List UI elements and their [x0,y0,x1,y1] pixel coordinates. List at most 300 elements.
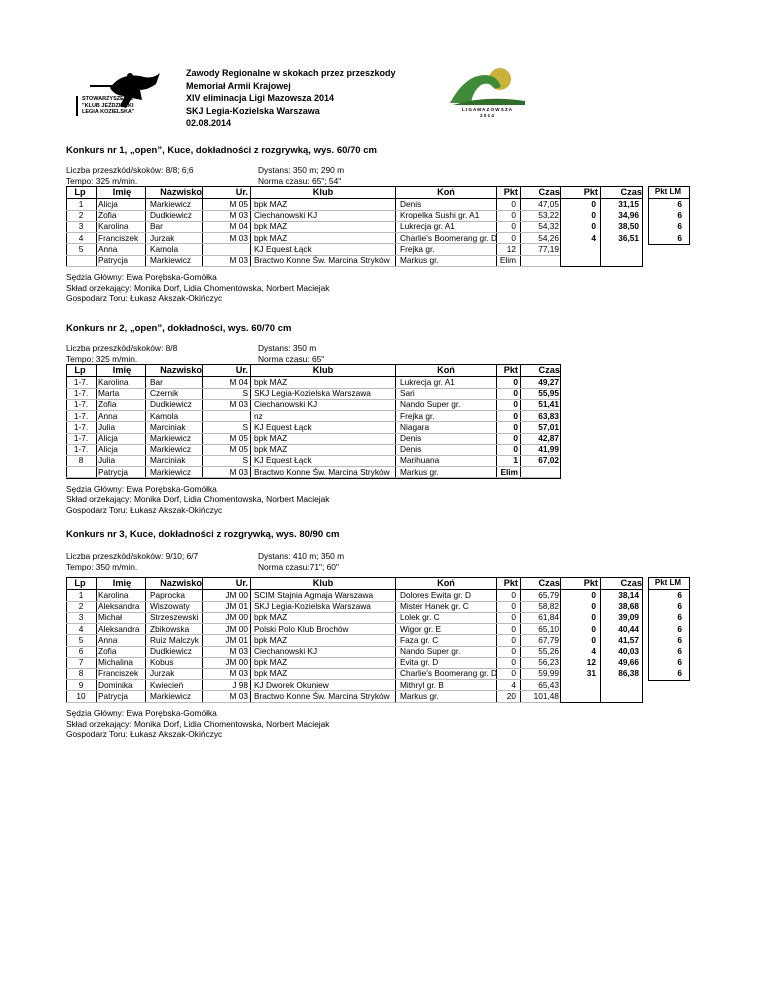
row-jumpoff-penalty: 4 [591,232,596,243]
row-rule [66,444,560,445]
row-jumpoff-penalty: 0 [591,590,596,600]
contest-title: Konkurs nr 2, „open”, dokładności, wys. 60/70 cm [66,323,292,334]
row-club: bpk MAZ [254,668,288,679]
contest-tempo: Tempo: 325 m/min. [66,354,138,364]
row-rule [66,243,560,244]
row-club: SKJ Legia-Kozielska Warszawa [254,601,371,612]
row-birth-year: M 03 [229,668,248,679]
row-horse: Faza gr. C [400,634,439,645]
contest-official: Sędzia Główny: Ewa Porębska-Gomółka [66,483,217,494]
row-club: KJ Equest Łąck [254,455,312,466]
right-logo [445,65,530,125]
row-time: 58,82 [538,601,559,612]
row-horse: Wigor gr. E [400,623,442,634]
row-lp: 8 [78,455,84,466]
table-top-rule [66,186,560,187]
row-birth-year: M 05 [229,433,248,443]
row-first-name: Anna [98,243,118,254]
column-header-imie: Imię [112,578,132,588]
row-horse: Frejka gr. [400,410,435,421]
row-first-name: Dominika [98,679,133,690]
row-penalty: 1 [513,455,518,466]
column-header-czas2: Czas [620,578,642,588]
column-header-kon: Koń [437,365,455,375]
row-last-name: Jurzak [150,232,175,243]
row-birth-year: S [242,421,248,432]
row-birth-year: JM 00 [225,657,248,668]
contest-time-norm: Norma czasu: 65"; 54" [258,176,342,186]
row-time: 55,26 [538,646,559,656]
row-first-name: Alicja [98,199,118,209]
row-lp: 8 [78,668,84,679]
row-first-name: Aleksandra [98,623,140,634]
column-header-nazwisko: Nazwisko [160,187,202,197]
event-title: Zawody Regionalne w skokach przez przeszkody [186,68,396,78]
row-last-name: Strzeszewski [150,612,199,623]
row-jumpoff-penalty: 12 [586,657,596,668]
row-lp: 6 [78,646,84,656]
row-lp: 2 [78,601,84,612]
row-first-name: Karolina [98,590,129,600]
row-penalty: 20 [506,690,516,701]
row-horse: Nando Super gr. [400,646,461,656]
column-header-kon: Koń [437,578,455,588]
row-birth-year: M 05 [229,444,248,455]
row-league-points: 6 [677,657,682,668]
row-league-points: 6 [677,623,682,634]
row-last-name: Markiewicz [150,255,192,265]
row-birth-year: M 03 [229,232,248,243]
row-lp: 10 [76,690,86,701]
row-penalty: 0 [511,210,516,221]
row-jumpoff-penalty: 0 [591,199,596,209]
row-time: 65,79 [538,590,559,600]
right-logo-line: L I G A M A Z O W S Z A [461,107,513,112]
row-club: bpk MAZ [254,634,288,645]
row-league-points: 6 [677,612,682,623]
row-league-points: 6 [677,199,682,209]
row-lp: 1-7. [73,399,89,410]
row-horse: Markus gr. [400,255,439,265]
row-birth-year: M 03 [229,466,248,477]
row-horse: Kropelka Sushi gr. A1 [400,210,480,221]
row-club: bpk MAZ [254,232,288,243]
row-first-name: Anna [98,634,118,645]
row-lp: 1 [78,199,84,209]
row-jumpoff-time: 86,38 [618,668,639,679]
row-club: bpk MAZ [254,199,288,209]
contest-official: Skład orzekający: Monika Dorf, Lidia Chomentowska, Norbert Maciejak [66,494,330,505]
row-horse: Markus gr. [400,690,439,701]
table-col-rule [145,577,146,703]
row-first-name: Karolina [98,221,129,232]
contest-distance: Dystans: 350 m; 290 m [258,165,345,175]
row-first-name: Karolina [98,377,129,387]
row-last-name: Markiewicz [150,433,192,443]
contest-time-norm: Norma czasu:71"; 60" [258,562,339,572]
row-league-points: 6 [677,590,682,600]
row-rule [66,657,560,658]
row-first-name: Anna [98,410,118,421]
row-birth-year: S [242,455,248,466]
row-first-name: Michalina [98,657,134,668]
row-horse: Lukrecja gr. A1 [400,377,455,387]
row-horse: Frejka gr. [400,243,435,254]
row-last-name: Jurzak [150,668,175,679]
row-time: 56,23 [538,657,559,668]
row-penalty: Elim [500,466,518,477]
row-club: bpk MAZ [254,612,288,623]
row-birth-year: M 04 [229,221,248,232]
event-date: 02.08.2014 [186,118,232,128]
row-horse: Nando Super gr. [400,399,461,410]
row-club: Ciechanowski KJ [254,646,318,656]
row-lp: 1-7. [73,421,89,432]
row-penalty: 0 [511,601,516,612]
row-club: Polski Polo Klub Brochów [254,623,349,634]
row-birth-year: JM 00 [225,612,248,623]
row-jumpoff-time: 38,68 [618,601,639,612]
row-birth-year: M 03 [229,255,248,265]
row-time: 77,19 [538,243,559,254]
row-time: 65,10 [538,623,559,634]
column-header-kon: Koń [437,187,455,197]
row-club: bpk MAZ [254,657,288,668]
column-header-klub: Klub [312,187,334,197]
table-col-rule [250,577,251,703]
row-lp: 1-7. [73,410,89,421]
row-lp: 7 [78,657,84,668]
row-lp: 1-7. [73,433,89,443]
row-rule [66,421,560,422]
jumpoff-bottom-rule [560,266,642,267]
row-club: bpk MAZ [254,433,288,443]
row-lp: 1-7. [73,388,89,399]
jumpoff-col-rule [642,577,643,703]
row-birth-year: JM 01 [225,601,248,612]
row-penalty: 0 [511,623,516,634]
row-penalty: 12 [506,243,516,254]
row-club: nz [254,410,263,421]
row-lp: 4 [78,232,84,243]
row-lp: 5 [78,243,84,254]
row-lp: 1-7. [73,444,89,455]
row-lp: 3 [78,221,84,232]
row-time: 57,01 [538,421,559,432]
contest-obstacles: Liczba przeszkód/skoków: 9/10; 6/7 [66,551,199,561]
row-last-name: Wiszowaty [150,601,190,612]
row-last-name: Markiewicz [150,444,192,455]
column-header-imie: Imię [112,187,132,197]
row-horse: Dolores Ewita gr. D [400,590,472,600]
jumpoff-top-rule [560,186,642,187]
row-jumpoff-time: 40,03 [618,646,639,656]
liga-mazowsza-logo-icon [445,65,530,110]
contest-time-norm: Norma czasu: 65" [258,354,325,364]
row-time: 55,95 [538,388,559,399]
row-rule [66,410,560,411]
column-header-pkt2: Pkt [583,187,598,197]
row-club: Bractwo Konne Św. Marcina Stryków [254,255,390,265]
row-jumpoff-time: 36,51 [618,232,639,243]
row-penalty: 0 [511,634,516,645]
row-club: bpk MAZ [254,377,288,387]
row-club: SKJ Legia-Kozielska Warszawa [254,388,371,399]
row-rule [66,455,560,456]
table-col-rule [560,577,561,703]
contest-tempo: Tempo: 325 m/min. [66,176,138,186]
row-last-name: Marciniak [150,421,186,432]
row-birth-year: S [242,388,248,399]
left-logo-line: STOWARZYSZENIE [82,96,133,102]
row-horse: Mister Hanek gr. C [400,601,469,612]
jumpoff-top-rule [560,577,642,578]
row-last-name: Kobus [150,657,174,668]
contest-obstacles: Liczba przeszkód/skoków: 8/8 [66,343,178,353]
contest-official: Skład orzekający: Monika Dorf, Lidia Chomentowska, Norbert Maciejak [66,282,330,293]
event-organizer: SKJ Legia-Kozielska Warszawa [186,105,320,116]
row-jumpoff-penalty: 0 [591,601,596,612]
row-time: 59,99 [538,668,559,679]
contest-official: Gospodarz Toru: Łukasz Akszak-Okińczyc [66,504,223,515]
row-birth-year: M 03 [229,399,248,410]
row-time: 54,26 [538,232,559,243]
row-club: SCIM Stajnia Agmaja Warszawa [254,590,374,600]
row-club: Bractwo Konne Św. Marcina Stryków [254,466,390,477]
row-horse: Denis [400,444,422,455]
row-club: KJ Equest Łąck [254,421,312,432]
table-top-rule [66,364,560,365]
table-header-rule [66,198,560,199]
row-horse: Denis [400,199,422,209]
column-header-nazwisko: Nazwisko [160,578,202,588]
row-time: 51,41 [538,399,559,410]
row-lp: 5 [78,634,84,645]
contest-official: Skład orzekający: Monika Dorf, Lidia Chomentowska, Norbert Maciejak [66,718,330,729]
row-horse: Markus gr. [400,466,439,477]
row-league-points: 6 [677,646,682,656]
row-time: 65,43 [538,679,559,690]
column-header-ur: Ur. [235,187,248,197]
row-league-points: 6 [677,221,682,232]
row-time: 67,02 [538,455,559,466]
row-club: Bractwo Konne Św. Marcina Stryków [254,690,390,701]
row-rule [66,612,560,613]
row-last-name: Markiewicz [150,199,192,209]
row-league-points: 6 [677,601,682,612]
table-top-rule [66,577,560,578]
row-club: bpk MAZ [254,221,288,232]
jumpoff-col-rule [642,186,643,267]
event-memorial: Memoriał Armii Krajowej [186,80,291,91]
row-last-name: Dudkiewicz [150,646,192,656]
row-penalty: 0 [511,612,516,623]
row-time: 61,84 [538,612,559,623]
contest-official: Sędzia Główny: Ewa Porębska-Gomółka [66,272,217,283]
row-last-name: Markiewicz [150,466,192,477]
column-header-imie: Imię [112,365,132,375]
row-lp: 1-7. [73,377,89,387]
row-rule [66,477,560,478]
row-first-name: Franciszek [98,668,139,679]
row-time: 49,27 [538,377,559,387]
table-header-rule [66,376,560,377]
row-league-points: 6 [677,668,682,679]
row-first-name: Marta [98,388,120,399]
row-first-name: Patrycja [98,690,128,701]
column-header-ur: Ur. [235,365,248,375]
row-lp: 2 [78,210,84,221]
row-last-name: Ruiz Malczyk [150,634,199,645]
column-header-pktlm: Pkt LM [654,578,682,587]
row-horse: Marihuana [400,455,440,466]
row-penalty: 0 [513,421,518,432]
row-jumpoff-time: 38,14 [618,590,639,600]
row-jumpoff-time: 31,15 [618,199,639,209]
row-first-name: Patrycja [98,255,128,265]
row-jumpoff-time: 38,50 [618,221,639,232]
row-jumpoff-time: 49,66 [618,657,639,668]
row-last-name: Czernik [150,388,179,399]
row-club: KJ Equest Łąck [254,243,312,254]
column-header-pkt2: Pkt [583,578,598,588]
row-league-points: 6 [677,232,682,243]
contest-distance: Dystans: 350 m [258,343,317,353]
contest-title: Konkurs nr 1, „open”, Kuce, dokładności z rozgrywką, wys. 60/70 cm [66,145,377,156]
column-header-klub: Klub [312,365,334,375]
row-birth-year: M 03 [229,690,248,701]
row-horse: Charlie's Boomerang gr. D [400,668,498,679]
table-col-rule [560,364,561,479]
row-jumpoff-penalty: 0 [591,623,596,634]
row-first-name: Zofia [98,399,117,410]
column-header-czas: Czas [538,578,560,588]
column-header-pkt: Pkt [503,187,518,197]
left-logo-line: "KLUB JEŹDZIECKI [82,102,134,109]
row-first-name: Zofia [98,210,117,221]
row-time: 67,79 [538,634,559,645]
row-horse: Charlie's Boomerang gr. D [400,232,498,243]
row-time: 41,99 [538,444,559,455]
row-horse: Lolek gr. C [400,612,440,623]
table-col-rule [96,577,97,703]
row-penalty: 4 [511,679,516,690]
row-last-name: Kwiecień [150,679,184,690]
table-col-rule [520,577,521,703]
row-horse: Mithryl gr. B [400,679,444,690]
row-lp: 3 [78,612,84,623]
row-penalty: 0 [513,388,518,399]
row-last-name: Paprocka [150,590,186,600]
row-lp: 1 [78,590,84,600]
row-jumpoff-penalty: 4 [591,646,596,656]
row-first-name: Patrycja [98,466,128,477]
row-lp: 4 [78,623,84,634]
column-header-lp: Lp [74,578,86,588]
row-lp: 9 [78,679,84,690]
left-logo [70,68,165,123]
row-last-name: Dudkiewicz [150,210,192,221]
row-time: 101,48 [533,690,559,701]
row-penalty: 0 [513,377,518,387]
row-first-name: Julia [98,421,116,432]
row-time: 54,32 [538,221,559,232]
row-penalty: 0 [511,590,516,600]
row-league-points: 6 [677,210,682,221]
column-header-lp: Lp [74,187,86,197]
row-last-name: Kamola [150,243,179,254]
row-birth-year: M 03 [229,646,248,656]
row-rule [66,221,560,222]
row-club: KJ Dworek Okuniew [254,679,329,690]
row-last-name: Marciniak [150,455,186,466]
row-last-name: Bar [150,221,163,232]
row-rule [66,433,560,434]
row-last-name: Kamola [150,410,179,421]
row-rule [66,266,560,267]
row-time: 42,87 [538,433,559,443]
row-penalty: 0 [511,646,516,656]
row-penalty: 0 [513,444,518,455]
row-jumpoff-penalty: 0 [591,210,596,221]
row-league-points: 6 [677,634,682,645]
row-last-name: Dudkiewicz [150,399,192,410]
column-header-czas2: Czas [620,187,642,197]
row-first-name: Julia [98,455,116,466]
row-last-name: Bar [150,377,163,387]
row-penalty: 0 [511,199,516,209]
row-penalty: 0 [511,221,516,232]
row-birth-year: JM 00 [225,590,248,600]
row-jumpoff-penalty: 0 [591,612,596,623]
row-first-name: Aleksandra [98,601,140,612]
row-last-name: Markiewicz [150,690,192,701]
event-header [186,67,396,130]
row-club: bpk MAZ [254,444,288,455]
row-horse: Sari [400,388,415,399]
row-club: Ciechanowski KJ [254,399,318,410]
row-first-name: Alicja [98,444,118,455]
row-birth-year: M 04 [229,377,248,387]
contest-official: Sędzia Główny: Ewa Porębska-Gomółka [66,708,217,718]
right-logo-line: 2 0 1 4 [480,113,494,118]
row-time: 47,05 [538,199,559,209]
row-penalty: 0 [511,657,516,668]
row-club: Ciechanowski KJ [254,210,318,221]
row-jumpoff-time: 40,44 [618,623,639,634]
row-jumpoff-time: 41,57 [618,634,639,645]
row-penalty: 0 [513,399,518,410]
row-penalty: 0 [513,433,518,443]
column-header-ur: Ur. [235,578,248,588]
row-penalty: Elim [499,255,516,265]
table-col-rule [395,577,396,703]
row-rule [66,702,560,703]
contest-official: Gospodarz Toru: Łukasz Akszak-Okińczyc [66,293,223,304]
row-horse: Lukrecja gr. A1 [400,221,455,232]
row-birth-year: JM 00 [225,623,248,634]
row-birth-year: JM 01 [225,634,248,645]
row-first-name: Alicja [98,433,118,443]
column-header-czas: Czas [538,187,560,197]
row-first-name: Michał [98,612,122,623]
row-jumpoff-penalty: 0 [591,634,596,645]
left-logo-line: LEGIA KOZIELSKA" [82,109,135,115]
contest-tempo: Tempo: 350 m/min. [66,562,138,572]
row-birth-year: M 03 [229,210,248,221]
row-horse: Evita gr. D [400,657,439,668]
contest-official: Gospodarz Toru: Łukasz Akszak-Okińczyc [66,729,223,739]
